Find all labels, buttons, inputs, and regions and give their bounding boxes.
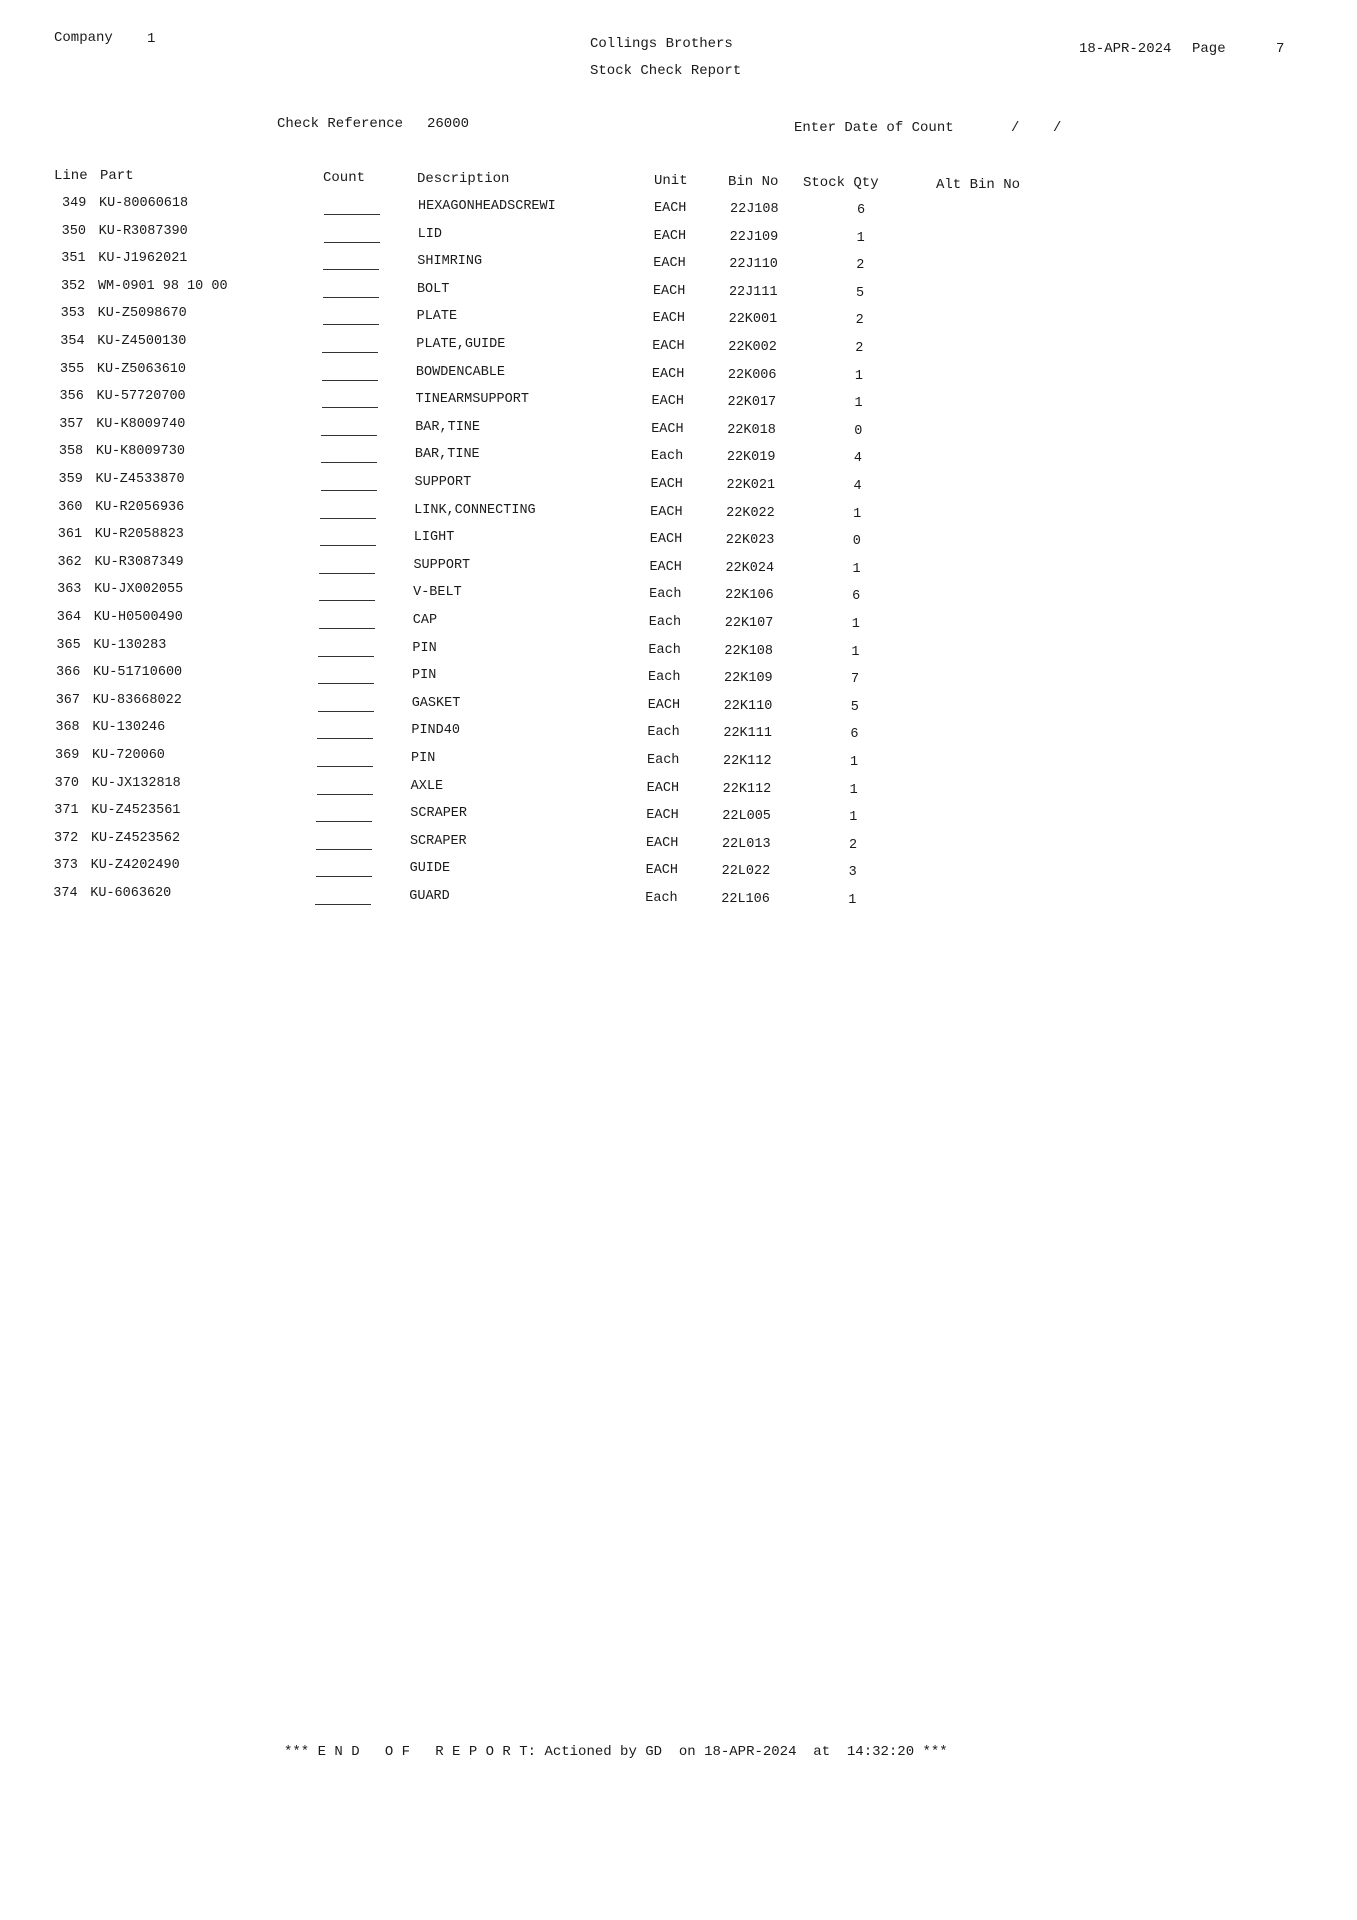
row-part-number: KU-K8009740 [96,416,186,432]
row-description: BOWDENCABLE [415,364,506,380]
row-stock-qty: 1 [851,644,860,660]
row-bin-no: 22K021 [726,478,776,493]
row-unit: Each [647,725,680,741]
table-row [0,416,1357,439]
row-bin-no: 22K002 [728,340,777,355]
row-part-number: KU-JX132818 [91,775,181,791]
row-description: CAP [412,613,438,628]
table-row [0,195,1357,218]
row-line-number: 367 [55,692,80,708]
count-entry-line[interactable] [323,297,379,298]
row-part-number: KU-R3087349 [94,554,184,570]
row-description: SUPPORT [414,475,472,490]
row-part-number: KU-Z5098670 [97,306,187,322]
row-bin-no: 22L022 [721,864,771,880]
row-bin-no: 22K022 [726,505,775,521]
row-part-number: KU-6063620 [90,886,172,901]
row-part-number: KU-720060 [92,748,165,763]
table-row [0,223,1357,246]
row-line-number: 350 [61,223,86,239]
row-unit: EACH [653,256,686,272]
row-line-number: 372 [53,830,79,846]
table-row [0,333,1357,356]
row-part-number: KU-Z5063610 [96,361,187,377]
row-line-number: 353 [60,306,85,322]
row-line-number: 355 [59,361,85,377]
table-row [0,830,1357,853]
row-part-number: KU-130246 [92,720,166,736]
row-stock-qty: 4 [853,479,862,494]
row-part-number: KU-K8009730 [95,444,185,460]
row-description: SHIMRING [417,254,483,270]
row-stock-qty: 5 [855,285,865,301]
row-line-number: 360 [58,499,83,515]
row-part-number: KU-R3087390 [98,223,188,239]
row-unit: EACH [652,283,686,299]
row-unit: EACH [652,339,685,354]
row-unit: Each [648,615,682,630]
row-part-number: KU-R2056936 [95,499,185,515]
row-stock-qty: 1 [849,782,858,798]
row-stock-qty: 5 [850,699,859,715]
row-description: LID [417,226,442,242]
row-bin-no: 22K018 [727,422,776,438]
count-entry-line[interactable] [316,849,372,850]
row-unit: Each [648,670,681,686]
row-bin-no: 22K001 [728,312,778,328]
row-bin-no: 22K107 [724,616,774,631]
row-line-number: 369 [55,748,80,763]
row-unit: EACH [651,366,685,382]
row-line-number: 365 [56,637,81,653]
row-line-number: 351 [61,251,86,267]
table-row [0,857,1357,881]
count-entry-line[interactable] [317,738,373,739]
row-line-number: 364 [56,610,82,625]
row-bin-no: 22L005 [722,809,771,825]
col-head-stock-qty: Stock Qty [803,175,879,191]
row-part-number: KU-Z4500130 [97,334,187,349]
row-bin-no: 22K106 [725,588,774,604]
row-description: PIND40 [411,723,460,739]
row-stock-qty: 1 [853,506,862,522]
count-entry-line[interactable] [321,490,377,491]
row-part-number: WM-0901 98 10 00 [97,278,228,294]
table-row [0,250,1357,274]
row-part-number: KU-Z4523561 [91,803,181,819]
report-title: Stock Check Report [590,63,742,79]
row-line-number: 354 [60,334,85,349]
count-entry-line[interactable] [317,766,373,767]
row-unit: Each [648,642,681,658]
row-description: PIN [412,668,437,684]
row-part-number: KU-Z4523562 [90,830,181,846]
row-line-number: 374 [53,886,78,901]
row-unit: EACH [647,697,681,713]
count-entry-line[interactable] [318,683,374,684]
table-row [0,885,1357,908]
table-row [0,775,1357,798]
count-entry-line[interactable] [318,711,374,712]
row-unit: Each [650,449,684,465]
row-bin-no: 22K108 [724,643,773,659]
row-stock-qty: 4 [853,451,862,467]
row-bin-no: 22K112 [723,754,772,769]
count-entry-line[interactable] [322,407,378,408]
row-description: LIGHT [413,530,455,546]
col-head-alt-bin-no: Alt Bin No [936,177,1021,193]
table-row [0,443,1357,467]
count-entry-line[interactable] [319,573,375,574]
row-description: BAR,TINE [415,419,480,435]
row-stock-qty: 2 [855,313,864,329]
row-line-number: 370 [54,775,79,791]
row-bin-no: 22L106 [721,892,770,907]
table-row [0,388,1357,412]
col-head-line: Line [54,168,88,184]
row-stock-qty: 1 [854,368,863,384]
table-row [0,361,1357,384]
row-description: BOLT [416,281,450,297]
count-entry-line[interactable] [317,794,373,795]
row-unit: EACH [649,559,682,575]
col-head-count: Count [323,170,366,186]
row-part-number: KU-J1962021 [98,251,188,267]
row-description: SUPPORT [413,557,471,573]
count-entry-line[interactable] [320,545,376,546]
row-stock-qty: 6 [850,727,859,743]
row-part-number: KU-130283 [93,637,167,653]
row-line-number: 363 [57,582,82,598]
row-unit: Each [647,753,680,768]
check-reference-label: Check Reference [277,116,404,132]
table-row [0,526,1357,550]
row-unit: EACH [645,863,678,879]
row-line-number: 361 [57,527,83,543]
row-unit: EACH [651,394,684,410]
row-description: GASKET [411,695,461,711]
row-stock-qty: 1 [850,755,859,770]
table-row [0,747,1357,770]
count-entry-line[interactable] [320,518,376,519]
company-name: Collings Brothers [590,36,733,52]
row-unit: EACH [653,228,687,244]
row-bin-no: 22K110 [723,698,773,714]
company-label: Company [54,30,113,46]
row-part-number: KU-H0500490 [93,610,183,625]
row-description: V-BELT [413,585,462,601]
row-bin-no: 22K109 [724,671,773,687]
row-bin-no: 22K024 [725,560,775,576]
row-part-number: KU-83668022 [92,692,182,708]
row-line-number: 362 [57,554,82,570]
table-row [0,692,1357,715]
row-description: GUIDE [409,861,451,877]
row-stock-qty: 1 [852,561,861,577]
col-head-bin-no: Bin No [728,174,779,190]
row-description: PLATE,GUIDE [416,337,506,352]
table-row [0,554,1357,577]
row-unit: EACH [649,532,683,548]
row-description: AXLE [410,778,444,794]
page-number: 7 [1276,41,1285,57]
row-stock-qty: 2 [855,341,864,356]
table-row [0,278,1357,301]
row-description: BAR,TINE [414,447,480,463]
row-description: LINK,CONNECTING [414,502,536,518]
count-entry-line[interactable] [321,462,377,463]
row-stock-qty: 2 [856,258,865,274]
row-line-number: 352 [60,278,86,294]
count-entry-line[interactable] [319,628,375,629]
row-stock-qty: 6 [852,589,861,605]
row-unit: EACH [646,780,680,796]
row-line-number: 357 [59,416,84,432]
row-unit: Each [649,587,682,603]
row-bin-no: 22K006 [727,367,777,383]
row-stock-qty: 3 [848,865,857,881]
row-stock-qty: 1 [851,617,860,632]
row-stock-qty: 0 [852,534,861,550]
row-line-number: 358 [58,444,84,460]
row-stock-qty: 0 [854,423,863,439]
row-bin-no: 22K019 [726,450,776,466]
report-date: 18-APR-2024 [1079,41,1172,57]
row-description: TINEARMSUPPORT [415,392,529,408]
count-entry-line[interactable] [324,242,380,243]
row-unit: EACH [650,504,683,520]
row-part-number: KU-51710600 [93,665,183,681]
row-bin-no: 22J110 [729,257,778,273]
count-entry-line[interactable] [322,380,378,381]
table-row [0,609,1357,632]
row-unit: EACH [651,421,684,437]
row-line-number: 371 [54,803,79,819]
row-part-number: KU-Z4533870 [95,472,185,487]
table-row [0,802,1357,826]
count-entry-line[interactable] [315,904,371,905]
count-entry-line[interactable] [316,821,372,822]
row-part-number: KU-57720700 [96,389,186,405]
row-description: HEXAGONHEADSCREWI [418,199,556,214]
date-entry-slashes[interactable]: / / [1011,120,1062,136]
row-bin-no: 22K112 [722,781,772,797]
row-unit: Each [645,891,678,906]
row-bin-no: 22K017 [727,395,777,411]
check-reference-value: 26000 [427,116,470,132]
count-entry-line[interactable] [321,435,377,436]
row-line-number: 366 [56,665,81,681]
row-line-number: 368 [55,720,80,736]
table-row [0,637,1357,660]
row-part-number: KU-Z4202490 [90,858,180,874]
col-head-unit: Unit [654,173,688,189]
row-description: SCRAPER [410,806,468,822]
table-row [0,305,1357,329]
count-entry-line[interactable] [322,352,378,353]
row-line-number: 356 [59,389,84,405]
row-stock-qty: 1 [854,396,863,412]
row-bin-no: 22J109 [729,229,779,245]
count-entry-line[interactable] [316,876,372,877]
row-description: PLATE [416,309,458,325]
row-bin-no: 22J108 [730,202,779,217]
row-stock-qty: 6 [857,203,866,218]
row-bin-no: 22K023 [725,533,775,549]
row-bin-no: 22K111 [723,726,772,742]
row-stock-qty: 7 [851,672,860,688]
col-head-part: Part [100,168,134,184]
row-bin-no: 22J111 [728,284,778,300]
table-row [0,719,1357,743]
row-stock-qty: 1 [849,810,858,826]
row-part-number: KU-80060618 [99,196,189,211]
count-entry-line[interactable] [324,214,380,215]
count-entry-line[interactable] [318,656,374,657]
row-line-number: 373 [53,858,78,874]
row-line-number: 359 [58,472,83,487]
table-row [0,499,1357,522]
row-line-number: 349 [62,196,87,211]
table-row [0,471,1357,494]
row-unit: EACH [645,835,679,851]
row-stock-qty: 1 [848,893,857,908]
row-description: GUARD [409,889,450,904]
count-entry-line[interactable] [319,600,375,601]
enter-date-label: Enter Date of Count [794,120,954,136]
page-label: Page [1192,41,1226,57]
row-part-number: KU-JX002055 [94,582,184,598]
row-unit: EACH [650,477,683,492]
row-unit: EACH [646,808,679,824]
company-value: 1 [147,31,156,47]
col-head-description: Description [417,171,510,187]
row-unit: EACH [654,201,687,216]
count-entry-line[interactable] [323,324,379,325]
row-description: SCRAPER [409,833,467,849]
row-unit: EACH [652,311,685,327]
row-description: PIN [412,640,437,656]
row-stock-qty: 2 [848,837,858,853]
row-bin-no: 22L013 [721,836,771,852]
table-row [0,581,1357,605]
table-row [0,664,1357,688]
row-description: PIN [411,751,436,766]
count-entry-line[interactable] [323,269,379,270]
row-part-number: KU-R2058823 [94,527,184,543]
row-stock-qty: 1 [856,230,865,246]
end-of-report-footer: *** E N D O F R E P O R T: Actioned by GD on 18-APR-2024 at 14:32:20 *** [284,1744,948,1760]
